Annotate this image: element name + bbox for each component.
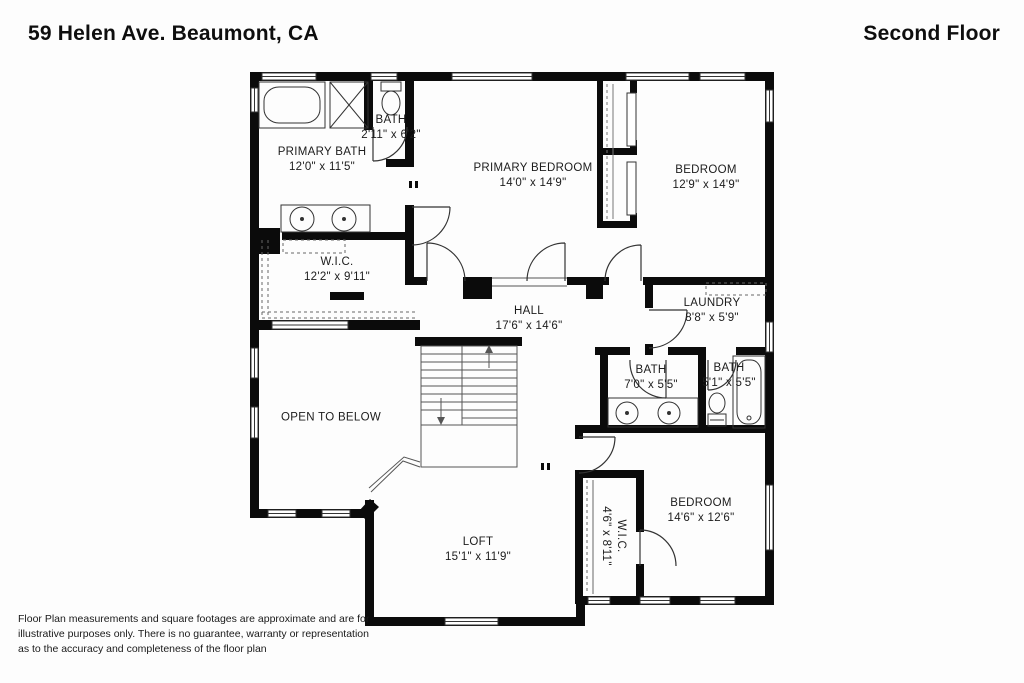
staircase bbox=[369, 345, 517, 492]
toilet-icon bbox=[708, 393, 726, 426]
cased-opening bbox=[492, 278, 567, 286]
stairs-up-arrow-icon bbox=[485, 345, 493, 368]
room-label-bedroom-bottom: BEDROOM 14'6" x 12'6" bbox=[667, 497, 735, 524]
room-label-loft: LOFT 15'1" x 11'9" bbox=[444, 536, 512, 563]
hall-bath-vanity-icon bbox=[608, 398, 698, 427]
disclaimer-text bbox=[18, 612, 369, 657]
room-label-wic-primary: W.I.C. 12'2" x 9'11" bbox=[303, 256, 371, 283]
room-label-bath-right: BATH 5'1" x 5'5" bbox=[702, 362, 756, 389]
room-label-primary-bath: PRIMARY BATH 12'0" x 11'5" bbox=[277, 146, 367, 173]
room-label-bath-hall: BATH 7'0" x 5'5" bbox=[624, 364, 678, 391]
room-label-open-to-below: OPEN TO BELOW bbox=[281, 411, 381, 424]
disclaimer-line-2: illustrative purposes only. There is no guarantee, warranty or representation bbox=[18, 628, 369, 640]
disclaimer-line-1: Floor Plan measurements and square footages are approximate and are for bbox=[18, 613, 370, 625]
room-label-laundry: LAUNDRY 8'8" x 5'9" bbox=[683, 297, 741, 324]
double-vanity-icon bbox=[281, 205, 370, 232]
room-label-bedroom-top: BEDROOM 12'9" x 14'9" bbox=[672, 164, 740, 191]
room-label-wic-bottom: W.I.C. 4'6" x 8'11" bbox=[600, 506, 627, 566]
address-title: 59 Helen Ave. Beaumont, CA bbox=[28, 22, 319, 45]
floor-title: Second Floor bbox=[863, 22, 1000, 45]
disclaimer-line-3: as to the accuracy and completeness of the floor plan bbox=[18, 643, 267, 655]
room-label-hall: HALL 17'6" x 14'6" bbox=[495, 305, 563, 332]
room-label-primary-bedroom: PRIMARY BEDROOM 14'0" x 14'9" bbox=[473, 162, 593, 189]
toilet-icon bbox=[381, 82, 401, 115]
bathtub-icon bbox=[259, 82, 325, 128]
room-label-bath-small: BATH 2'11" x 6'2" bbox=[361, 114, 421, 141]
